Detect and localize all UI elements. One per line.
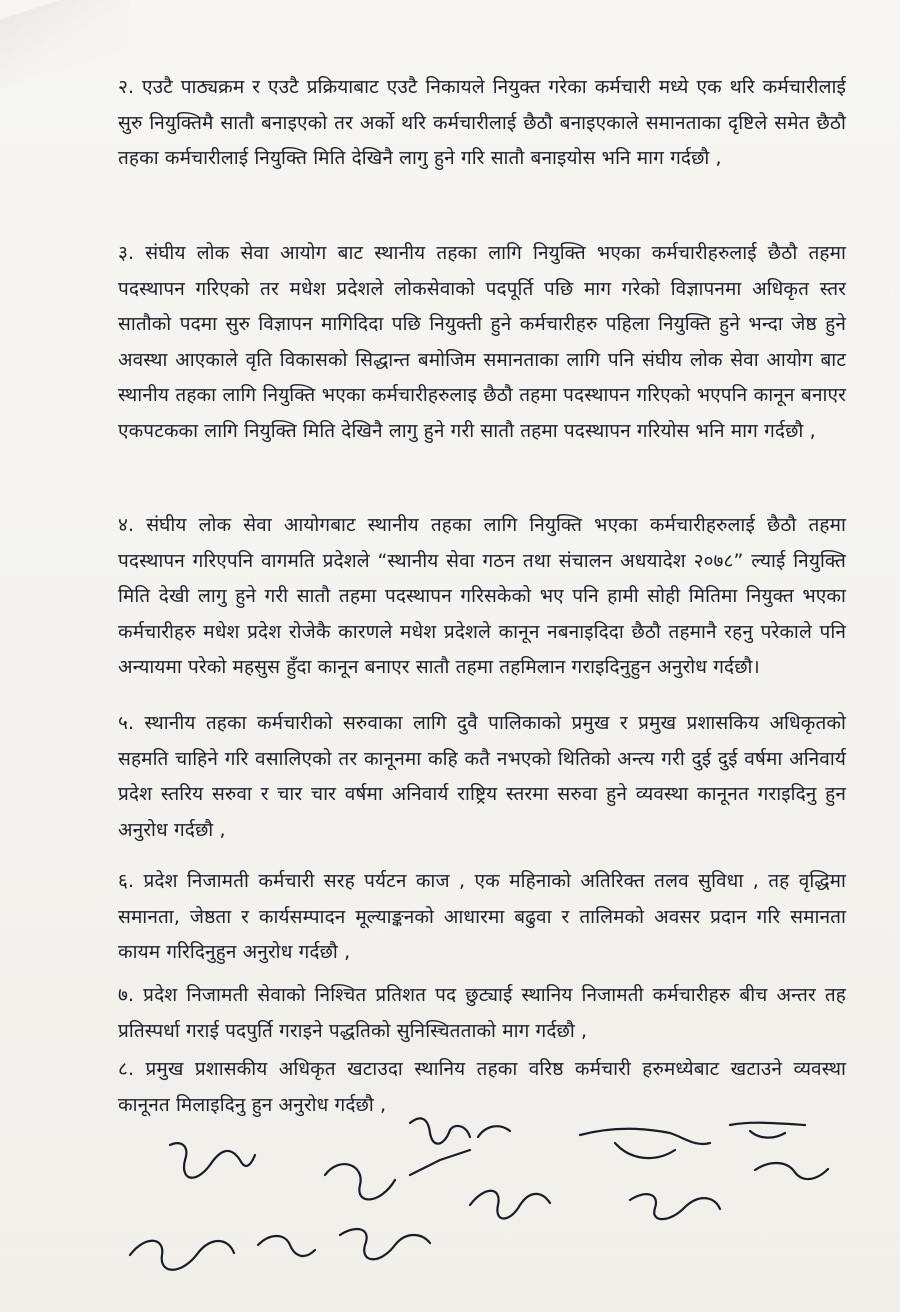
demand-paragraph-7: ७. प्रदेश निजामती सेवाको निश्चित प्रतिशत पद छुट्याई स्थानिय निजामती कर्मचारीहरु बीच अन्तर तह प्रतिस्पर्धा गराई पदपुर्ति गराइने पद्धतिको सुनिस्चितताको माग गर्दछौ , bbox=[118, 984, 846, 1042]
signature-11 bbox=[340, 1229, 430, 1259]
demand-paragraph-4: ४. संघीय लोक सेवा आयोगबाट स्थानीय तहका लागि नियुक्ति भएका कर्मचारीहरुलाई छैठौ तहमा पदस्थापन गरिएपनि वागमति प्रदेशले “स्थानीय सेवा गठन तथा संचालन अधयादेश २०७८” ल्याई नियुक्ति मिति देखी लागु हुने गरी सातौ तहमा पदस्थापन गरिसकेको भए पनि हामी सोही मितिमा नियुक्त भएका कर्मचारीहरु मधेश प्रदेश रोजेकै कारणले मधेश प्रदेशले कानून नबनाइदिदा छैठौ तहमानै रहनु परेकाले पनि अन्यायमा परेको महसुस हुँदा कानून बनाएर सातौ तहमा तहमिलान गराइदिनुहुन अनुरोध गर्दछौ। bbox=[118, 514, 846, 678]
signature-2 bbox=[325, 1150, 470, 1199]
demand-paragraph-6: ६. प्रदेश निजामती कर्मचारी सरह पर्यटन काज , एक महिनाको अतिरिक्त तलव सुविधा , तह वृद्धिमा समानता, जेष्ठता र कार्यसम्पादन मूल्याङ्कनको आधारमा बढुवा र तालिमको अवसर प्रदान गरि समानता कायम गरिदिनुहुन अनुरोध गर्दछौ , bbox=[118, 870, 847, 963]
signatures-area bbox=[110, 1105, 870, 1305]
demand-paragraph-3: ३. संघीय लोक सेवा आयोग बाट स्थानीय तहका लागि नियुक्ति भएका कर्मचारीहरुलाई छैठौ तहमा पदस्थापन गरिएको तर मधेश प्रदेशले लोकसेवाको पदपूर्ति पछि माग गरेको विज्ञापनमा अधिकृत स्तर सातौको पदमा सुरु विज्ञापन मागिदिदा पछि नियुक्ती हुने कर्मचारीहरु पहिला नियुक्ति हुने भन्दा जेष्ठ हुने अवस्था आएकाले वृति विकासको सिद्धान्त बमोजिम समानताका लागि पनि संघीय लोक सेवा आयोग बाट स्थानीय तहका लागि नियुक्ति भएका कर्मचारीहरुलाइ छैठौ तहमा पदस्थापन गरिएको भएपनि कानून बनाएर एकपटकका लागि नियुक्ति मिति देखिनै लागु हुने गरी सातौ तहमा पदस्थापन गरियोस भनि माग गर्दछौ , bbox=[118, 242, 847, 442]
signature-1 bbox=[170, 1143, 255, 1178]
signature-5 bbox=[730, 1123, 805, 1138]
demand-paragraph-2: २. एउटै पाठ्यक्रम र एउटै प्रक्रियाबाट एउटै निकायले नियुक्त गरेका कर्मचारी मध्ये एक थरि कर्मचारीलाई सुरु नियुक्तिमै सातौ बनाइएको तर अर्को थरि कर्मचारीलाई छैठौ बनाइएकाले समानताका दृष्टिले समेत छैठौ तहका कर्मचारीलाई नियुक्ति मिति देखिनै लागु हुने गरि सातौ बनाइयोस भनि माग गर्दछौ , bbox=[118, 76, 846, 169]
signature-8 bbox=[755, 1163, 828, 1179]
signature-3 bbox=[410, 1118, 510, 1143]
signatures-svg bbox=[110, 1105, 870, 1305]
page-corner-fold bbox=[0, 0, 130, 93]
signature-9 bbox=[130, 1241, 234, 1270]
signature-4 bbox=[580, 1129, 710, 1158]
demand-paragraph-5: ५. स्थानीय तहका कर्मचारीको सरुवाका लागि दुवै पालिकाको प्रमुख र प्रमुख प्रशासकिय अधिकृतको सहमति चाहिने गरि वसालिएको तर कानूनमा कहि कतै नभएको थितिको अन्त्य गरी दुई दुई वर्षमा अनिवार्य प्रदेश स्तरिय सरुवा र चार चार वर्षमा अनिवार्य राष्ट्रिय स्तरमा सरुवा हुने व्यवस्था कानूनत गराइदिनु हुन अनुरोध गर्दछौ , bbox=[118, 712, 846, 841]
signature-10 bbox=[258, 1236, 315, 1256]
demand-paragraph-8: ८. प्रमुख प्रशासकीय अधिकृत खटाउदा स्थानिय तहका वरिष्ठ कर्मचारी हरुमध्येबाट खटाउने व्यवस्था कानूनत मिलाइदिनु हुन अनुरोध गर्दछौ , bbox=[118, 1058, 846, 1116]
signature-7 bbox=[630, 1194, 720, 1219]
signature-6 bbox=[470, 1191, 550, 1219]
